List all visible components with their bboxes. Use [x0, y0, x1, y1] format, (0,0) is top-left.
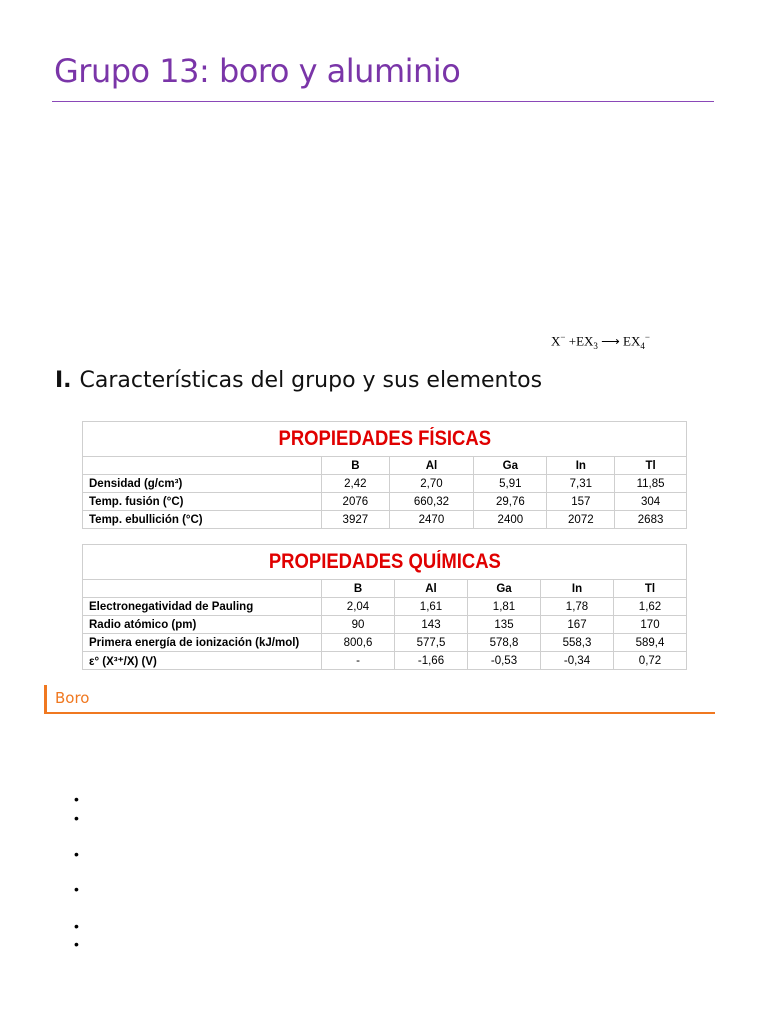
table-cell: 2470 — [389, 511, 474, 529]
row-label: Temp. fusión (°C) — [83, 493, 322, 511]
formula-product-sub: 4 — [640, 340, 645, 351]
table-cell: 5,91 — [474, 475, 547, 493]
column-header: Tl — [614, 580, 687, 598]
table-row — [83, 493, 687, 511]
table-cell: 135 — [468, 616, 541, 634]
table-row — [83, 511, 687, 529]
table-cell: -0,34 — [541, 652, 614, 670]
table-cell: 2,42 — [322, 475, 390, 493]
column-header: Al — [395, 580, 468, 598]
bullet-icon — [74, 885, 82, 893]
table-cell: 2683 — [615, 511, 687, 529]
table-row — [83, 652, 687, 670]
chemical-properties-table — [82, 544, 687, 670]
table-cell: 2400 — [474, 511, 547, 529]
table-caption: PROPIEDADES QUÍMICAS — [83, 545, 687, 580]
reaction-formula — [551, 332, 650, 351]
formula-reactant2-sub: 3 — [593, 340, 598, 351]
table-caption: PROPIEDADES FÍSICAS — [83, 422, 687, 457]
table-cell: 3927 — [322, 511, 390, 529]
table-cell: 304 — [615, 493, 687, 511]
table-header-row — [83, 580, 687, 598]
table-cell: 1,61 — [395, 598, 468, 616]
column-header: B — [322, 457, 390, 475]
bullet-icon — [74, 940, 82, 948]
row-label: Densidad (g/cm³) — [83, 475, 322, 493]
formula-plus: + — [568, 333, 577, 349]
subsection-divider — [44, 712, 715, 714]
section-heading — [55, 368, 542, 393]
table-row — [83, 475, 687, 493]
row-label: Temp. ebullición (°C) — [83, 511, 322, 529]
table-cell: 143 — [395, 616, 468, 634]
table-cell: 558,3 — [541, 634, 614, 652]
column-header: In — [547, 457, 615, 475]
column-header: Tl — [615, 457, 687, 475]
table-cell: - — [322, 652, 395, 670]
page-title: Grupo 13: boro y aluminio — [54, 52, 461, 90]
table-cell: 660,32 — [389, 493, 474, 511]
column-header: In — [541, 580, 614, 598]
bullet-icon — [74, 795, 82, 803]
table-cell: 90 — [322, 616, 395, 634]
subsection-title: Boro — [55, 689, 90, 707]
header-empty — [83, 457, 322, 475]
row-label: ε° (X³⁺/X) (V) — [83, 652, 322, 670]
table-cell: 0,72 — [614, 652, 687, 670]
row-label: Electronegatividad de Pauling — [83, 598, 322, 616]
table-cell: 578,8 — [468, 634, 541, 652]
table-cell: 167 — [541, 616, 614, 634]
table-cell: -1,66 — [395, 652, 468, 670]
formula-reactant1: X — [551, 333, 561, 349]
column-header: B — [322, 580, 395, 598]
table-cell: 7,31 — [547, 475, 615, 493]
formula-arrow: ⟶ — [601, 333, 620, 349]
table-cell: 29,76 — [474, 493, 547, 511]
subsection-accent-bar — [44, 685, 47, 713]
table-cell: 800,6 — [322, 634, 395, 652]
table-cell: 2,04 — [322, 598, 395, 616]
table-cell: 1,62 — [614, 598, 687, 616]
table-row — [83, 598, 687, 616]
table-cell: 157 — [547, 493, 615, 511]
formula-reactant1-charge: − — [560, 332, 566, 342]
column-header: Al — [389, 457, 474, 475]
table-header-row — [83, 457, 687, 475]
table-cell: -0,53 — [468, 652, 541, 670]
table-cell: 2,70 — [389, 475, 474, 493]
formula-product: EX — [623, 333, 641, 349]
title-divider — [52, 101, 714, 102]
table-cell: 2076 — [322, 493, 390, 511]
formula-reactant2: EX — [576, 333, 594, 349]
table-cell: 2072 — [547, 511, 615, 529]
row-label: Radio atómico (pm) — [83, 616, 322, 634]
table-cell: 589,4 — [614, 634, 687, 652]
row-label: Primera energía de ionización (kJ/mol) — [83, 634, 322, 652]
column-header: Ga — [474, 457, 547, 475]
table-cell: 170 — [614, 616, 687, 634]
column-header: Ga — [468, 580, 541, 598]
table-row — [83, 616, 687, 634]
table-cell: 577,5 — [395, 634, 468, 652]
physical-properties-table — [82, 421, 687, 529]
bullet-icon — [74, 850, 82, 858]
table-row — [83, 634, 687, 652]
table-cell: 1,81 — [468, 598, 541, 616]
table-cell: 1,78 — [541, 598, 614, 616]
bullet-icon — [74, 922, 82, 930]
header-empty — [83, 580, 322, 598]
formula-product-charge: − — [644, 332, 650, 342]
section-number: I. — [55, 368, 72, 393]
bullet-icon — [74, 814, 82, 822]
table-cell: 11,85 — [615, 475, 687, 493]
section-heading-text: Características del grupo y sus elementos — [79, 368, 543, 393]
